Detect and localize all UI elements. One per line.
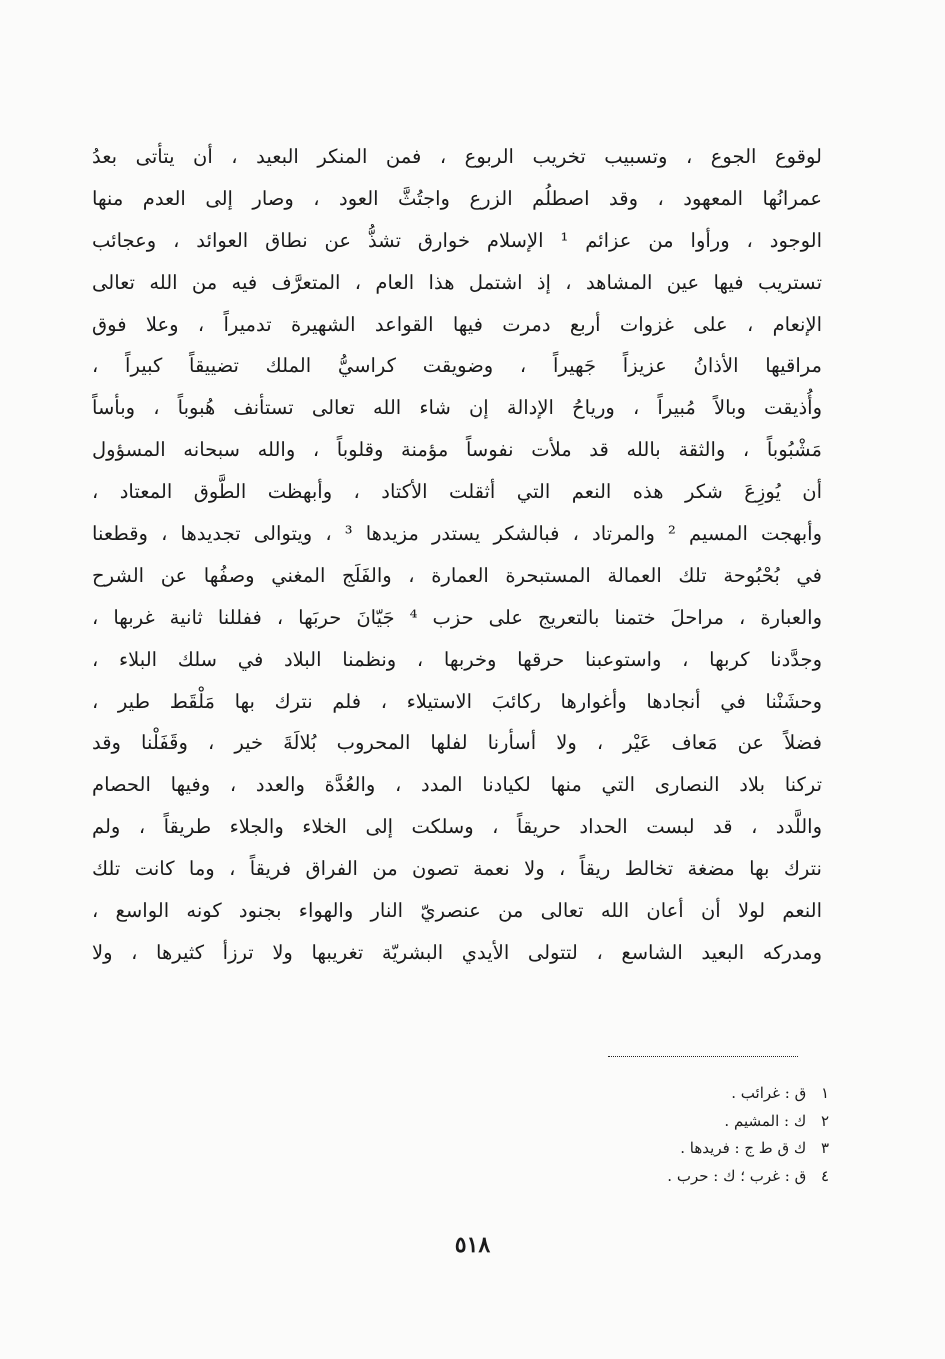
footnote <box>469 1135 829 1163</box>
footnote <box>469 1080 829 1108</box>
text-line: الوجود ، ورأوا من عزائم ¹ الإسلام خوارق تشذُّ عن نطاق العوائد ، وعجائب <box>92 228 822 252</box>
text-line: النعم لولا أن أعان الله تعالى من عنصريّ النار والهواء بجنود كونه الواسع ، <box>92 899 822 923</box>
text-line: وأبهجت المسيم ² والمرتاد ، فبالشكر يستدر مزيدها ³ ، ويتوالى تجديدها ، وقطعنا <box>92 522 822 546</box>
footnote-text: ك : المشيم . <box>724 1111 807 1130</box>
footnote <box>469 1163 829 1191</box>
text-line: تستريب فيها عين المشاهد ، إذ اشتمل هذا العام ، المتعرَّف فيه من الله تعالى <box>92 270 822 294</box>
body-text <box>92 136 822 974</box>
text-line: والعبارة ، مراحلَ ختمنا بالتعريج على حزب ⁴ جَيّانَ حربَها ، ففللنا ثانية غربها ، <box>92 605 822 629</box>
footnote-number: ٢ <box>820 1111 829 1130</box>
text-line: ومدركه البعيد الشاسع ، لتتولى الأيدي البشريّة تغريبها ولا ترزأ كثيرها ، ولا <box>92 940 822 964</box>
text-line: واللَّدد ، قد لبست الحداد حريقاً ، وسلكت إلى الخلاء والجلاء طريقاً ، ولم <box>92 815 822 839</box>
page-number: ٥١٨ <box>454 1232 491 1258</box>
footnote-text: ق : غرائب . <box>731 1084 807 1102</box>
text-line: أن يُوزِعَ شكر هذه النعم التي أثقلت الأكتاد ، وأبهظت الطَّوق المعتاد ، <box>92 480 822 504</box>
text-line: في بُحْبُوحة تلك العمالة المستبحرة العمارة ، والفَلَج المغني وصفُها عن الشرح <box>92 563 822 587</box>
text-line: فضلاً عن مَعاف عَيْر ، ولا أسأرنا لفلها المحروب بُلالَةَ خير ، وقَفَلْنا وقد <box>92 731 822 755</box>
footnote-separator <box>608 1056 798 1057</box>
text-line: وجدَّدنا كربها ، واستوعبنا حرقها وخربها ، ونظمنا البلاد في سلك البلاء ، <box>92 647 822 671</box>
footnotes <box>469 1080 829 1190</box>
text-line: وحشَنْنا في أنجادها وأغوارها ركائبَ الاستيلاء ، فلم نترك بها مَلْقَط طير ، <box>92 689 822 713</box>
text-line: عمرانُها المعهود ، وقد اصطلُم الزرع واجتُثَّ العود ، وصار إلى العدم منها <box>92 186 822 210</box>
text-line: وأُذيقت وبالاً مُبيراً ، ورياحُ الإدالة إن شاء الله تعالى تستأنف هُبوباً ، وبأساً <box>92 396 822 420</box>
footnote-number: ٣ <box>820 1139 829 1157</box>
footnote-number: ٤ <box>820 1166 829 1185</box>
text-line: مراقيها الأذانُ عزيزاً جَهيراً ، وضويقت كراسيُّ الملك تضييقاً كبيراً ، <box>92 354 822 378</box>
text-line: تركنا بلاد النصارى التي منها لكيادنا المدد ، والعُدَّة والعدد ، وفيها الحصام <box>92 773 822 797</box>
text-line: نترك بها مضغة تخالط ريقاً ، ولا نعمة تصون من الفراق فريقاً ، وما كانت تلك <box>92 857 822 881</box>
text-line: الإنعام ، على غزوات أربع دمرت فيها القواعد الشهيرة تدميراً ، وعلا فوق <box>92 312 822 336</box>
footnote-number: ١ <box>820 1084 829 1102</box>
text-line: لوقوع الجوع ، وتسبيب تخريب الربوع ، فمن المنكر البعيد ، أن يتأتى بعدُ <box>92 145 822 168</box>
footnote-text: ق : غرب ؛ ك : حرب . <box>667 1166 807 1185</box>
footnote-text: ك ق ط ج : فريدها . <box>680 1139 807 1157</box>
footnote <box>469 1108 829 1136</box>
text-line: مَشْبُوباً ، والثقة بالله قد ملأت نفوساً مؤمنة وقلوباً ، والله سبحانه المسؤول <box>92 438 822 462</box>
